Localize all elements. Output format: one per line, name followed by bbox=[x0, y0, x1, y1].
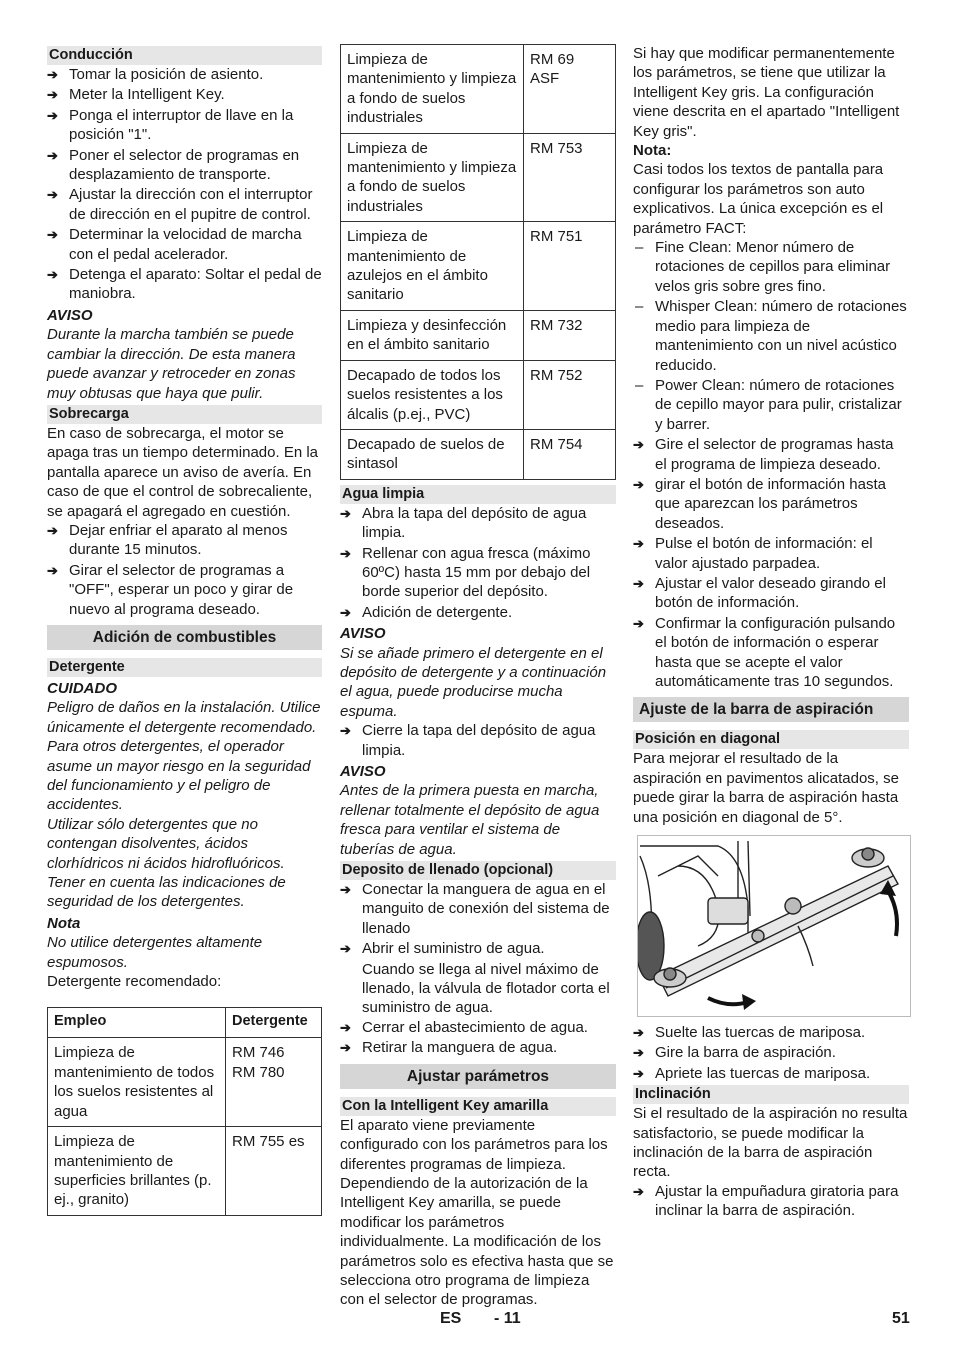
squeegee-bar bbox=[658, 866, 898, 996]
detergent-table bbox=[47, 1007, 322, 1215]
column-2 bbox=[340, 44, 616, 1310]
nota-text: Casi todos los textos de pantalla para configurar los parámetros son auto explicativos. La única excepción es el parámetro FACT: bbox=[633, 161, 884, 237]
amarilla-text: El aparato viene previamente configurado con los parámetros para los diferentes programas de limpieza. Dependiendo de la autorización de la Intelligent Key amarilla, se puede modificar los parámetros individualmente. La modificación de los parámetros solo es efectiva hasta que se selecciona otro programa de limpieza con el selector de programas. bbox=[340, 1116, 614, 1309]
heading-ajustar-parametros: Ajustar parámetros bbox=[340, 1064, 616, 1089]
rear-wheel bbox=[638, 912, 664, 980]
table-cell: RM 746 RM 780 bbox=[226, 1038, 322, 1127]
sobrecarga-text: En caso de sobrecarga, el motor se apaga tras un tiempo determinado. En la pantalla aparece un aviso de avería. En caso de que el control de sobrecaliente, se apagará el agregado en cuestión. bbox=[47, 424, 319, 520]
table-cell: RM 753 bbox=[524, 133, 616, 222]
frame-line bbox=[658, 856, 718, 876]
aviso-text: Si se añade primero el detergente en el depósito de detergente y a continuación el agua, puede producirse mucha espuma. bbox=[340, 644, 607, 720]
list-item: ➔ Cerrar el abastecimiento de agua. bbox=[340, 1018, 616, 1037]
deposito-steps-2 bbox=[340, 1018, 616, 1058]
cuidado-para: Peligro de daños en la instalación. Utilice únicamente el detergente recomendado. Para otros detergentes, el operador asume un mayor riesgo en la seguridad del funcionamiento y el peligro de accidentes. bbox=[47, 699, 321, 814]
list-item: ➔ Abra la tapa del depósito de agua limpia. bbox=[340, 504, 616, 543]
column-1 bbox=[47, 44, 322, 1216]
wing-nut-left-hub bbox=[664, 968, 676, 980]
detergent-table-continued bbox=[340, 44, 616, 480]
list-item: – Power Clean: número de rotaciones de cepillo mayor para pulir, cristalizar y barrer. bbox=[633, 376, 909, 434]
list-item: ➔ Ajustar la empuñadura giratoria para inclinar la barra de aspiración. bbox=[633, 1182, 909, 1221]
aviso-label: AVISO bbox=[47, 306, 93, 324]
col-header-empleo: Empleo bbox=[48, 1008, 226, 1038]
cuidado-para: Utilizar sólo detergentes que no contengan disolventes, ácidos clorhídricos ni ácidos hidrofluóricos. bbox=[47, 815, 285, 872]
col-header-detergente: Detergente bbox=[226, 1008, 322, 1038]
table-cell: RM 755 es bbox=[226, 1127, 322, 1216]
list-item: – Whisper Clean: número de rotaciones medio para limpieza de mantenimiento con un nivel acústico reducido. bbox=[633, 297, 909, 375]
list-item: ➔ Poner el selector de programas en desplazamiento de transporte. bbox=[47, 146, 322, 185]
heading-deposito: Deposito de llenado (opcional) bbox=[340, 861, 616, 880]
list-item: ➔ Retirar la manguera de agua. bbox=[340, 1038, 616, 1057]
list-item: ➔ Ajustar la dirección con el interruptor de dirección en el pupitre de control. bbox=[47, 185, 322, 224]
sobrecarga-steps bbox=[47, 521, 322, 619]
column-3 bbox=[633, 44, 909, 1222]
table-row bbox=[341, 222, 616, 311]
table-cell: Limpieza de mantenimiento y limpieza a fondo de suelos industriales bbox=[341, 133, 524, 222]
heading-sobrecarga: Sobrecarga bbox=[47, 405, 322, 424]
aviso-label: AVISO bbox=[340, 763, 386, 780]
list-item: ➔ Cierre la tapa del depósito de agua limpia. bbox=[340, 721, 616, 760]
heading-diagonal: Posición en diagonal bbox=[633, 730, 909, 749]
intro-text: Si hay que modificar permanentemente los parámetros, se tiene que utilizar la Intelligent Key gris. La configuración viene descrita en el apartado "Intelligent Key gris". bbox=[633, 45, 900, 140]
table-cell: RM 69 ASF bbox=[524, 45, 616, 134]
list-item: ➔ Detenga el aparato: Soltar el pedal de maniobra. bbox=[47, 265, 322, 304]
connector-block bbox=[708, 898, 748, 924]
table-cell: Limpieza de mantenimiento de azulejos en el ámbito sanitario bbox=[341, 222, 524, 311]
rotation-arrow-bottom bbox=[708, 998, 748, 1004]
table-cell: RM 732 bbox=[524, 310, 616, 360]
table-row bbox=[341, 310, 616, 360]
support-arm bbox=[798, 926, 813, 966]
diagonal-text: Para mejorar el resultado de la aspiración en pavimentos alicatados, se puede girar la barra de aspiración hasta una posición en diagonal de 5°. bbox=[633, 750, 899, 826]
list-item: ➔ Gire el selector de programas hasta el programa de limpieza deseado. bbox=[633, 435, 909, 474]
list-item: ➔ Rellenar con agua fresca (máximo 60ºC) hasta 15 mm por debajo del borde superior del depósito. bbox=[340, 544, 616, 602]
list-item: – Fine Clean: Menor número de rotaciones de cepillos para eliminar velos gris sobre gres fino. bbox=[633, 238, 909, 296]
heading-intelligent-key-amarilla: Con la Intelligent Key amarilla bbox=[340, 1097, 616, 1116]
list-item: ➔ Adición de detergente. bbox=[340, 603, 616, 622]
table-row bbox=[341, 360, 616, 429]
nota-label: Nota bbox=[47, 914, 81, 932]
squeegee-drawing bbox=[638, 836, 910, 1016]
table-header-row bbox=[48, 1008, 322, 1038]
table-cell: Decapado de suelos de sintasol bbox=[341, 429, 524, 479]
heading-inclinacion: Inclinación bbox=[633, 1085, 909, 1104]
diagonal-steps bbox=[633, 1023, 909, 1083]
list-item: ➔ Gire la barra de aspiración. bbox=[633, 1043, 909, 1062]
rotation-arrow-right bbox=[888, 891, 897, 936]
table-cell: Limpieza y desinfección en el ámbito sanitario bbox=[341, 310, 524, 360]
table-cell: Limpieza de mantenimiento y limpieza a fondo de suelos industriales bbox=[341, 45, 524, 134]
list-item: ➔ Girar el selector de programas a "OFF", esperar un poco y girar de nuevo al programa deseado. bbox=[47, 561, 322, 619]
agua-steps-2 bbox=[340, 721, 616, 760]
heading-barra-aspiracion: Ajuste de la barra de aspiración bbox=[633, 697, 909, 722]
list-item: ➔ Meter la Intelligent Key. bbox=[47, 85, 322, 104]
recomendado-text: Detergente recomendado: bbox=[47, 973, 222, 991]
footer-page-number: 51 bbox=[892, 1310, 910, 1327]
wing-nut-right-hub bbox=[862, 848, 874, 860]
agua-steps bbox=[340, 504, 616, 622]
pivot-nut bbox=[785, 898, 801, 914]
parametros-steps bbox=[633, 435, 909, 691]
nota-label: Nota: bbox=[633, 142, 672, 160]
rotation-arrow-bottom-head bbox=[742, 994, 756, 1010]
table-row bbox=[48, 1038, 322, 1127]
table-cell: Limpieza de mantenimiento de superficies brillantes (p. ej., granito) bbox=[48, 1127, 226, 1216]
table-cell: RM 751 bbox=[524, 222, 616, 311]
list-item: ➔ Ajustar el valor deseado girando el botón de información. bbox=[633, 574, 909, 613]
list-item: ➔ Pulse el botón de información: el valor ajustado parpadea. bbox=[633, 534, 909, 573]
deposito-steps bbox=[340, 880, 616, 959]
list-item: ➔ Ponga el interruptor de llave en la posición "1". bbox=[47, 106, 322, 145]
heading-combustibles: Adición de combustibles bbox=[47, 625, 322, 650]
conduccion-steps bbox=[47, 65, 322, 304]
list-item: ➔ Abrir el suministro de agua. bbox=[340, 939, 616, 958]
heading-agua-limpia: Agua limpia bbox=[340, 485, 616, 504]
squeegee-illustration bbox=[637, 835, 911, 1017]
table-cell: RM 754 bbox=[524, 429, 616, 479]
table-row bbox=[341, 45, 616, 134]
aviso-text: Durante la marcha también se puede cambiar la dirección. De esta manera puede avanzar y retroceder en zonas muy obtusas que haya que pulir. bbox=[47, 326, 296, 402]
list-item: ➔ Dejar enfriar el aparato al menos durante 15 minutos. bbox=[47, 521, 322, 560]
table-cell: Limpieza de mantenimiento de todos los suelos resistentes al agua bbox=[48, 1038, 226, 1127]
heading-detergente: Detergente bbox=[47, 658, 322, 677]
aviso-label: AVISO bbox=[340, 625, 386, 643]
pivot-nut-2 bbox=[752, 930, 764, 942]
nota-text: No utilice detergentes altamente espumosos. bbox=[47, 934, 263, 971]
list-item: ➔ Suelte las tuercas de mariposa. bbox=[633, 1023, 909, 1042]
deposito-continuation: Cuando se llega al nivel máximo de llenado, la válvula de flotador corta el suministro de agua. bbox=[362, 960, 610, 1017]
table-cell: RM 752 bbox=[524, 360, 616, 429]
list-item: ➔ girar el botón de información hasta que aparezcan los parámetros deseados. bbox=[633, 475, 909, 533]
cuidado-label: CUIDADO bbox=[47, 679, 117, 697]
list-item: ➔ Determinar la velocidad de marcha con el pedal acelerador. bbox=[47, 225, 322, 264]
aviso-text: Antes de la primera puesta en marcha, rellenar totalmente el depósito de agua fresca para ventilar el sistema de tuberías de agua. bbox=[340, 782, 600, 858]
inclinacion-text: Si el resultado de la aspiración no resulta satisfactorio, se puede modificar la inclinación de la barra de aspiración recta. bbox=[633, 1105, 908, 1181]
list-item: ➔ Confirmar la configuración pulsando el botón de información o esperar hasta que se acepte el valor automáticamente tras 10 segundos. bbox=[633, 614, 909, 692]
squeegee-edge bbox=[666, 876, 893, 988]
fact-list bbox=[633, 238, 909, 434]
heading-conduccion: Conducción bbox=[47, 46, 322, 65]
footer-section-page: - 11 bbox=[494, 1310, 521, 1327]
table-row bbox=[341, 133, 616, 222]
table-row bbox=[48, 1127, 322, 1216]
list-item: ➔ Apriete las tuercas de mariposa. bbox=[633, 1064, 909, 1083]
list-item: ➔ Tomar la posición de asiento. bbox=[47, 65, 322, 84]
table-row bbox=[341, 429, 616, 479]
table-cell: Decapado de todos los suelos resistentes a los álcalis (p.ej., PVC) bbox=[341, 360, 524, 429]
footer-language: ES bbox=[440, 1310, 462, 1327]
list-item: ➔ Conectar la manguera de agua en el manguito de conexión del sistema de llenado bbox=[340, 880, 616, 938]
cuidado-para: Tener en cuenta las indicaciones de seguridad de los detergentes. bbox=[47, 874, 286, 911]
inclinacion-steps bbox=[633, 1182, 909, 1221]
